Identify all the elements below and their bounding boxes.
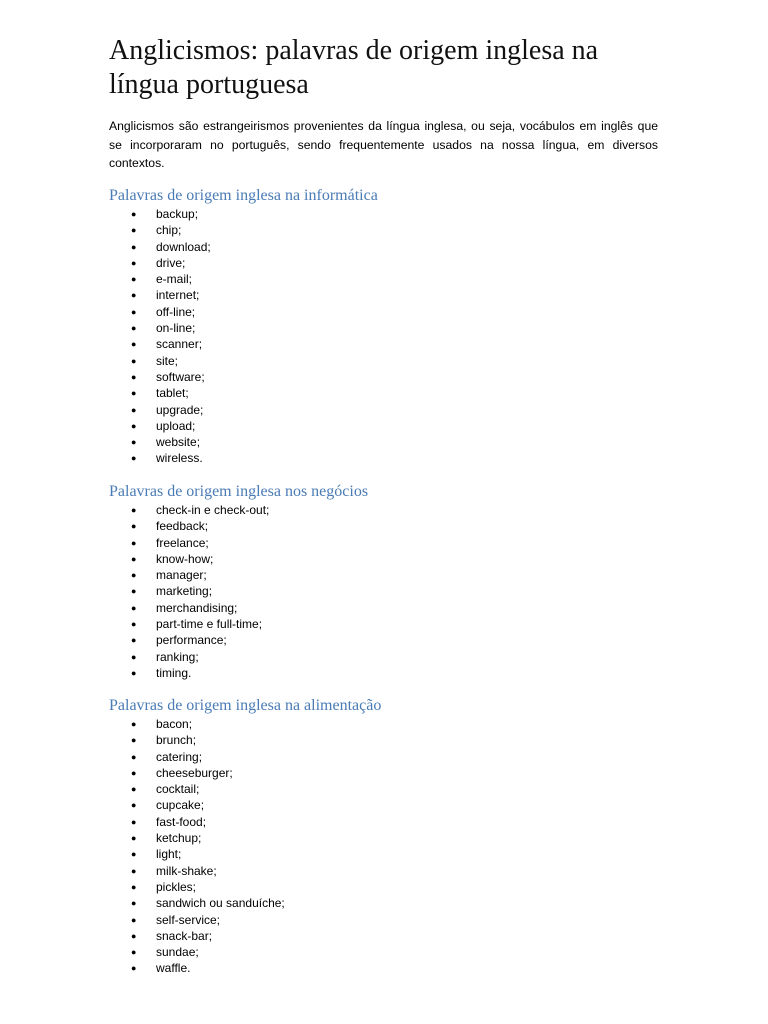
list-item-text: waffle. (156, 961, 191, 976)
list-item-text: ranking; (156, 649, 199, 664)
list-item-text: timing. (156, 665, 192, 680)
bullet-dot-icon: ● (131, 849, 137, 860)
list-item-text: check-in e check-out; (156, 503, 270, 517)
list-item (109, 732, 669, 748)
bullet-dot-icon: ● (131, 898, 137, 909)
bullet-dot-icon: ● (131, 635, 137, 646)
section-negocios (109, 482, 669, 681)
list-item-text: feedback; (156, 519, 209, 534)
list-item (109, 895, 669, 911)
list-item-text: chip; (156, 223, 182, 238)
list-item-text: off-line; (156, 304, 196, 319)
bullet-dot-icon: ● (131, 453, 137, 464)
list-item (109, 535, 669, 551)
list-item-text: tablet; (156, 386, 189, 401)
list-item (109, 632, 669, 648)
list-item (109, 600, 669, 616)
list-item (109, 206, 669, 222)
list-item (109, 665, 669, 681)
list-item (109, 336, 669, 352)
list-item-text: drive; (156, 255, 186, 270)
list-item-text: e-mail; (156, 272, 193, 287)
list-item (109, 255, 669, 271)
list-item-text: know-how; (156, 551, 214, 566)
section-informatica (109, 186, 669, 467)
bullet-dot-icon: ● (131, 388, 137, 399)
bullet-dot-icon: ● (131, 355, 137, 366)
section-alimentacao (109, 696, 669, 977)
list-item (109, 304, 669, 320)
bullet-dot-icon: ● (131, 225, 137, 236)
bullet-dot-icon: ● (131, 586, 137, 597)
bullet-dot-icon: ● (131, 833, 137, 844)
list-item-text: brunch; (156, 733, 197, 748)
list-item (109, 434, 669, 450)
list-item-text: light; (156, 847, 182, 862)
list-item (109, 518, 669, 534)
list-item-text: cupcake; (156, 798, 205, 813)
bullet-dot-icon: ● (131, 339, 137, 350)
list-item-text: website; (156, 435, 201, 450)
list-item-text: ketchup; (156, 831, 202, 846)
section-heading: Palavras de origem inglesa na informática (109, 187, 378, 204)
bullet-dot-icon: ● (131, 404, 137, 415)
bullet-dot-icon: ● (131, 800, 137, 811)
list-item-text: fast-food; (156, 814, 207, 829)
bullet-dot-icon: ● (131, 323, 137, 334)
bullet-dot-icon: ● (131, 735, 137, 746)
bullet-dot-icon: ● (131, 881, 137, 892)
bullet-dot-icon: ● (131, 209, 137, 219)
bullet-dot-icon: ● (131, 241, 137, 252)
list-item-text: catering; (156, 749, 203, 764)
bullet-dot-icon: ● (131, 767, 137, 778)
list-item-text: sundae; (156, 945, 199, 960)
list-item-text: internet; (156, 288, 200, 303)
list-item-text: bacon; (156, 717, 193, 731)
section-heading: Palavras de origem inglesa na alimentação (109, 697, 382, 714)
bullet-dot-icon: ● (131, 274, 137, 285)
list-item-text: wireless. (156, 451, 203, 466)
list-item-text: software; (156, 369, 205, 384)
list-item-text: performance; (156, 633, 227, 648)
word-list (109, 716, 669, 977)
list-item (109, 928, 669, 944)
list-item (109, 830, 669, 846)
list-item-text: manager; (156, 568, 207, 583)
bullet-dot-icon: ● (131, 816, 137, 827)
list-item (109, 616, 669, 632)
bullet-dot-icon: ● (131, 306, 137, 317)
list-item-text: on-line; (156, 321, 196, 336)
list-item-text: part-time e full-time; (156, 617, 263, 632)
bullet-dot-icon: ● (131, 371, 137, 382)
list-item-text: snack-bar; (156, 928, 213, 943)
bullet-dot-icon: ● (131, 667, 137, 678)
list-item-text: sandwich ou sanduíche; (156, 896, 285, 911)
list-item (109, 353, 669, 369)
bullet-dot-icon: ● (131, 963, 137, 974)
list-item (109, 222, 669, 238)
bullet-dot-icon: ● (131, 784, 137, 795)
list-item (109, 879, 669, 895)
list-item (109, 912, 669, 928)
list-item-text: cheeseburger; (156, 765, 233, 780)
list-item (109, 271, 669, 287)
list-item (109, 369, 669, 385)
bullet-dot-icon: ● (131, 521, 137, 532)
list-item (109, 960, 669, 976)
bullet-dot-icon: ● (131, 290, 137, 301)
list-item-text: milk-shake; (156, 863, 217, 878)
list-item (109, 649, 669, 665)
bullet-dot-icon: ● (131, 930, 137, 941)
bullet-dot-icon: ● (131, 505, 137, 515)
bullet-dot-icon: ● (131, 619, 137, 630)
list-item (109, 944, 669, 960)
list-item (109, 450, 669, 466)
list-item-text: cocktail; (156, 782, 200, 797)
section-heading: Palavras de origem inglesa nos negócios (109, 483, 369, 500)
list-item-text: pickles; (156, 879, 197, 894)
list-item-text: backup; (156, 207, 199, 221)
list-item (109, 583, 669, 599)
list-item (109, 385, 669, 401)
list-item-text: self-service; (156, 912, 221, 927)
bullet-dot-icon: ● (131, 719, 137, 729)
list-item (109, 846, 669, 862)
list-item-text: freelance; (156, 535, 209, 550)
bullet-dot-icon: ● (131, 947, 137, 958)
list-item (109, 863, 669, 879)
bullet-dot-icon: ● (131, 420, 137, 431)
bullet-dot-icon: ● (131, 437, 137, 448)
bullet-dot-icon: ● (131, 602, 137, 613)
list-item-text: site; (156, 353, 179, 368)
list-item (109, 502, 669, 518)
bullet-dot-icon: ● (131, 651, 137, 662)
list-item (109, 239, 669, 255)
list-item (109, 765, 669, 781)
list-item-text: scanner; (156, 337, 203, 352)
bullet-dot-icon: ● (131, 257, 137, 268)
bullet-dot-icon: ● (131, 537, 137, 548)
bullet-dot-icon: ● (131, 865, 137, 876)
list-item (109, 551, 669, 567)
list-item (109, 797, 669, 813)
list-item-text: download; (156, 239, 211, 254)
list-item (109, 749, 669, 765)
word-list (109, 206, 669, 467)
bullet-dot-icon: ● (131, 751, 137, 762)
intro-paragraph: Anglicismos são estrangeirismos provenientes da língua inglesa, ou seja, vocábulos em inglês que se incorporaram no português, sendo frequentemente usados na nossa língua, em diversos contextos. (109, 119, 658, 170)
list-item (109, 814, 669, 830)
list-item (109, 418, 669, 434)
list-item (109, 320, 669, 336)
list-item-text: upload; (156, 418, 196, 433)
list-item (109, 402, 669, 418)
bullet-dot-icon: ● (131, 570, 137, 581)
list-item-text: marketing; (156, 584, 213, 599)
list-item-text: upgrade; (156, 402, 204, 417)
bullet-dot-icon: ● (131, 553, 137, 564)
list-item (109, 781, 669, 797)
list-item (109, 716, 669, 732)
page-title: Anglicismos: palavras de origem inglesa na língua portuguesa (109, 35, 599, 100)
list-item (109, 567, 669, 583)
word-list (109, 502, 669, 681)
list-item-text: merchandising; (156, 600, 238, 615)
list-item (109, 287, 669, 303)
bullet-dot-icon: ● (131, 914, 137, 925)
